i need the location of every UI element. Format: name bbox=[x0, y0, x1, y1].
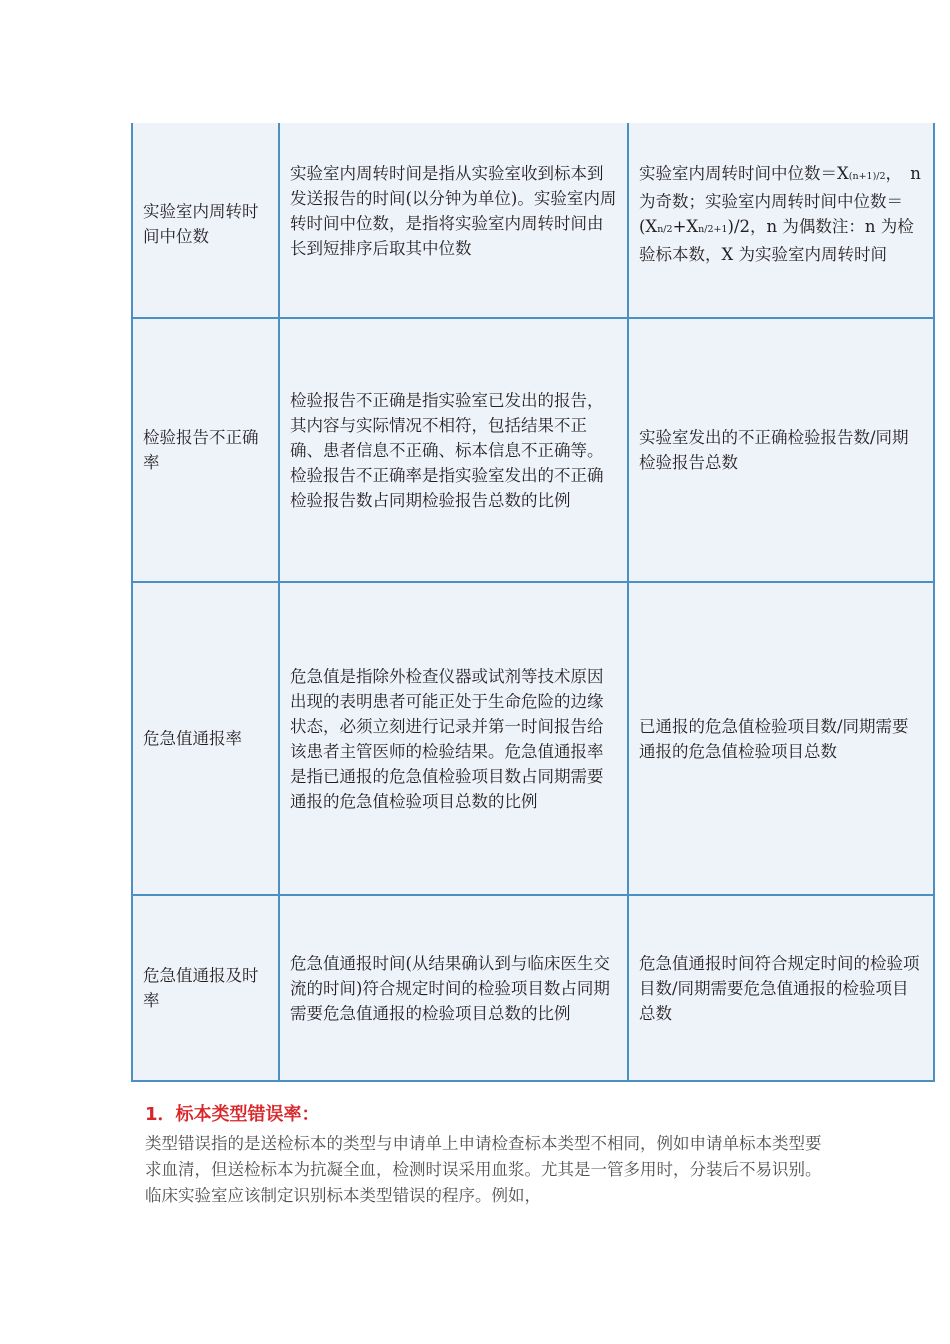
formula-subscript: n/2+1 bbox=[698, 224, 728, 235]
indicator-definition: 危急值通报时间(从结果确认到与临床医生交流的时间)符合规定时间的检验项目数占同期需要危急值通报的检验项目总数的比例 bbox=[290, 953, 610, 1023]
indicator-formula: 危急值通报时间符合规定时间的检验项目数/同期需要危急值通报的检验项目总数 bbox=[639, 953, 920, 1023]
definition-cell bbox=[279, 123, 628, 318]
indicator-name-cell bbox=[132, 123, 279, 318]
indicator-definition: 实验室内周转时间是指从实验室收到标本到发送报告的时间(以分钟为单位)。实验室内周转时间中位数，是指将实验室内周转时间由长到短排序后取其中位数 bbox=[290, 164, 617, 258]
section-paragraph: 类型错误指的是送检标本的类型与申请单上申请检查标本类型不相同，例如申请单标本类型要求血清，但送检标本为抗凝全血，检测时误采用血浆。尤其是一管多用时，分装后不易识别。临床实验室应该制定识别标本类型错误的程序。例如， bbox=[145, 1134, 822, 1205]
indicator-name-cell bbox=[132, 582, 279, 895]
formula-cell bbox=[628, 582, 934, 895]
formula-text: ， n 为奇数；实验室内周转时间中位数＝(X bbox=[639, 164, 921, 236]
indicator-name-cell bbox=[132, 318, 279, 582]
indicator-definition: 危急值是指除外检查仪器或试剂等技术原因出现的表明患者可能正处于生命危险的边缘状态，必须立刻进行记录并第一时间报告给该患者主管医师的检验结果。危急值通报率是指已通报的危急值检验项目数占同期需要通报的危急值检验项目总数的比例 bbox=[290, 666, 604, 811]
formula-cell bbox=[628, 123, 934, 318]
indicator-name: 实验室内周转时间中位数 bbox=[143, 202, 259, 246]
section-heading: 1．标本类型错误率： bbox=[145, 1104, 320, 1125]
indicator-formula: 实验室发出的不正确检验报告数/同期检验报告总数 bbox=[639, 428, 909, 472]
indicator-formula bbox=[639, 161, 923, 267]
table-row bbox=[132, 318, 934, 582]
section-specimen-type-error bbox=[145, 1103, 825, 1209]
indicator-formula: 已通报的危急值检验项目数/同期需要通报的危急值检验项目总数 bbox=[639, 716, 909, 761]
indicator-table bbox=[131, 123, 935, 1082]
indicator-name: 危急值通报及时率 bbox=[143, 966, 259, 1010]
formula-text: )/2，n 为偶数注：n 为检验标本数，X 为实验室内周转时间 bbox=[639, 217, 914, 264]
definition-cell bbox=[279, 895, 628, 1081]
table-row bbox=[132, 895, 934, 1081]
indicator-name-cell bbox=[132, 895, 279, 1081]
formula-cell bbox=[628, 895, 934, 1081]
definition-cell bbox=[279, 318, 628, 582]
indicator-definition: 检验报告不正确是指实验室已发出的报告，其内容与实际情况不相符，包括结果不正确、患者信息不正确、标本信息不正确等。检验报告不正确率是指实验室发出的不正确检验报告数占同期检验报告总数的比例 bbox=[290, 390, 604, 510]
formula-subscript: n/2 bbox=[657, 224, 673, 235]
table-row bbox=[132, 123, 934, 318]
formula-text: 实验室内周转时间中位数＝X bbox=[639, 164, 849, 183]
table-row bbox=[132, 582, 934, 895]
formula-text: +X bbox=[672, 217, 699, 236]
formula-subscript: (n+1)/2 bbox=[848, 171, 886, 182]
indicator-name: 检验报告不正确率 bbox=[143, 428, 259, 472]
indicator-name: 危急值通报率 bbox=[143, 729, 242, 748]
formula-cell bbox=[628, 318, 934, 582]
indicator-table-container bbox=[131, 123, 933, 1082]
definition-cell bbox=[279, 582, 628, 895]
